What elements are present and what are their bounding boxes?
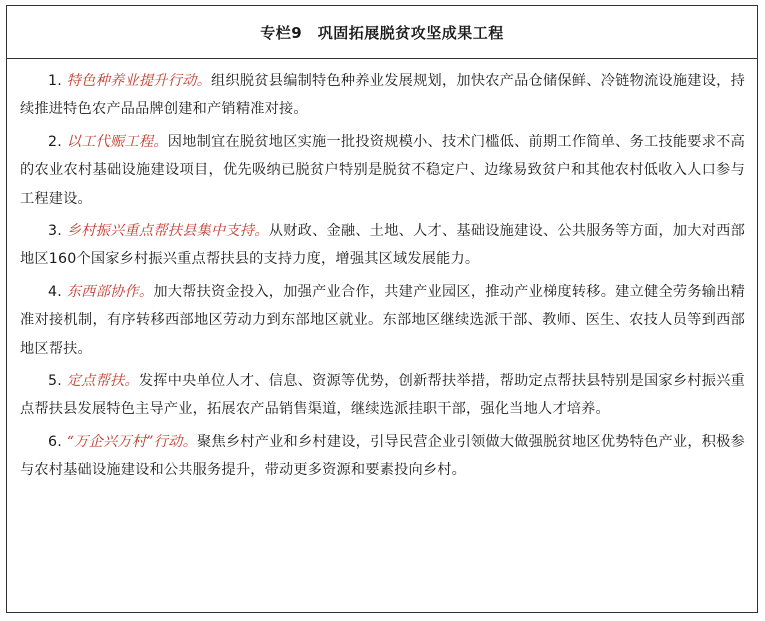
item-body: 从财政、金融、土地、人才、基础设施建设、公共服务等方面，加大对西部地区160个国家乡村振兴重点帮扶县的支持力度，增强其区域发展能力。 bbox=[20, 223, 745, 268]
item-number: 6. bbox=[48, 433, 62, 450]
item-heading: 特色种养业提升行动。 bbox=[66, 73, 212, 89]
item-number: 1. bbox=[48, 73, 62, 89]
column-box bbox=[6, 5, 758, 613]
item-number: 3. bbox=[48, 223, 62, 240]
item-body: 聚焦乡村产业和乡村建设，引导民营企业引领做大做强脱贫地区优势特色产业，积极参与农村基础设施建设和公共服务提升，带动更多资源和要素投向乡村。 bbox=[20, 433, 745, 479]
item-1 bbox=[20, 67, 745, 124]
item-4 bbox=[20, 278, 745, 363]
item-number: 5. bbox=[48, 373, 62, 390]
item-number: 2. bbox=[48, 133, 62, 150]
item-heading: 东西部协作。 bbox=[66, 283, 154, 300]
item-body: 组织脱贫县编制特色种养业发展规划，加快农产品仓储保鲜、冷链物流设施建设，持续推进特色农产品品牌创建和产销精准对接。 bbox=[20, 73, 745, 118]
item-2 bbox=[20, 128, 745, 213]
item-body: 加大帮扶资金投入，加强产业合作，共建产业园区，推动产业梯度转移。建立健全劳务输出精准对接机制，有序转移西部地区劳动力到东部地区就业。东部地区继续选派干部、教师、医生、农技人员等到西部地区帮扶。 bbox=[20, 283, 746, 357]
item-number: 4. bbox=[48, 283, 62, 300]
item-heading: 定点帮扶。 bbox=[66, 373, 139, 390]
item-heading: 以工代赈工程。 bbox=[66, 133, 168, 150]
column-header bbox=[7, 6, 757, 59]
column-content bbox=[7, 59, 757, 485]
item-6 bbox=[20, 428, 745, 485]
item-body: 发挥中央单位人才、信息、资源等优势，创新帮扶举措，帮助定点帮扶县特别是国家乡村振兴重点帮扶县发展特色主导产业，拓展农产品销售渠道，继续选派挂职干部，强化当地人才培养。 bbox=[20, 373, 745, 418]
item-body: 因地制宜在脱贫地区实施一批投资规模小、技术门槛低、前期工作简单、务工技能要求不高的农业农村基础设施建设项目，优先吸纳已脱贫户特别是脱贫不稳定户、边缘易致贫户和其他农村低收入人口参与工程建设。 bbox=[20, 133, 745, 207]
item-5 bbox=[20, 367, 745, 424]
item-heading: 乡村振兴重点帮扶县集中支持。 bbox=[66, 223, 269, 240]
item-heading: “万企兴万村”行动。 bbox=[66, 433, 198, 450]
item-3 bbox=[20, 217, 745, 274]
column-title: 专栏9 巩固拓展脱贫攻坚成果工程 bbox=[260, 23, 504, 42]
